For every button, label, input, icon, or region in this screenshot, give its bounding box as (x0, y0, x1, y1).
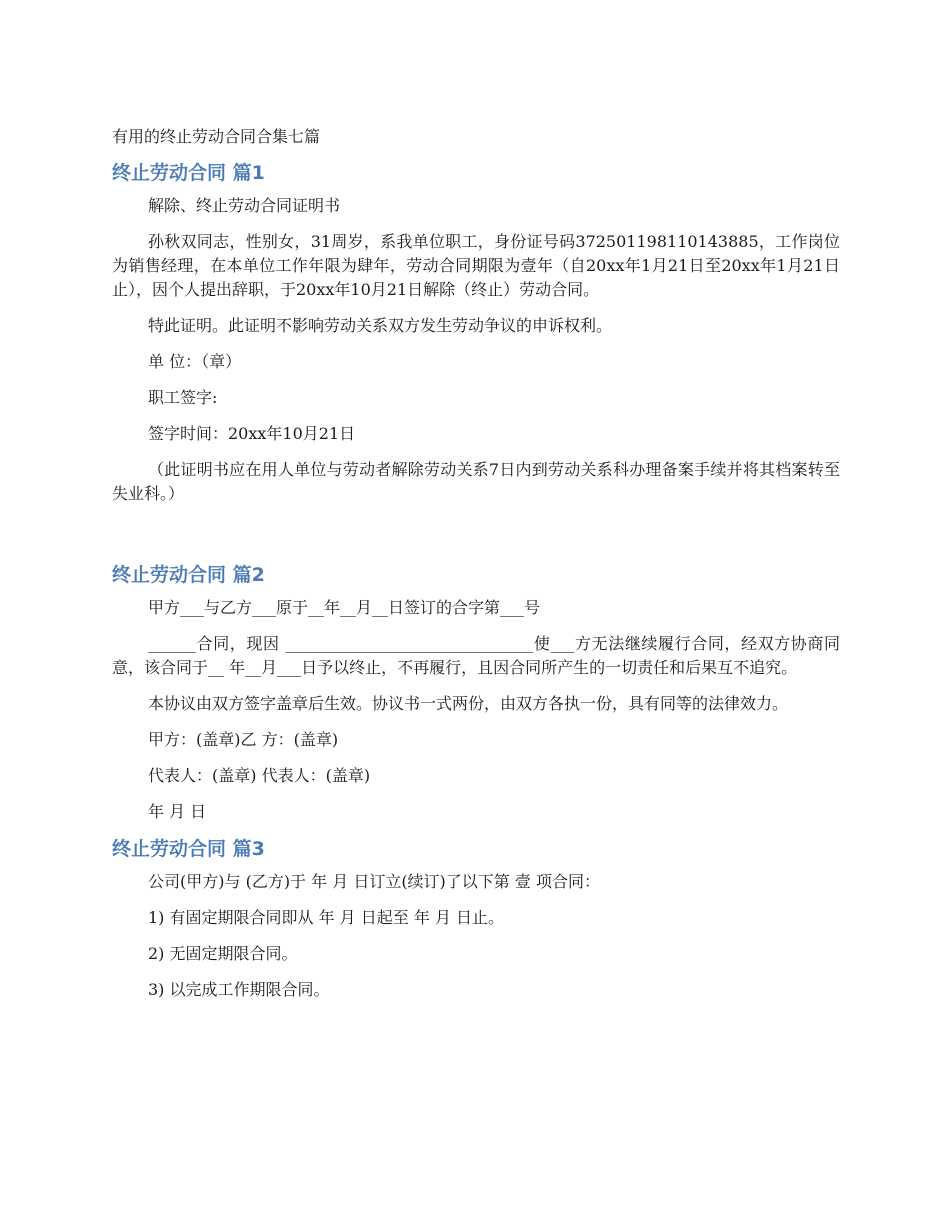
section-spacer (112, 518, 840, 562)
paragraph: 2) 无固定期限合同。 (148, 944, 298, 963)
section-1 (112, 160, 840, 506)
paragraph: 公司(甲方)与 (乙方)于 年 月 日订立(续订)了以下第 壹 项合同： (148, 872, 600, 891)
document-title: 有用的终止劳动合同合集七篇 (112, 127, 321, 146)
document-page (112, 124, 840, 1014)
paragraph: 解除、终止劳动合同证明书 (148, 196, 341, 215)
paragraph: 1) 有固定期限合同即从 年 月 日起至 年 月 日止。 (148, 908, 505, 927)
paragraph: 年 月 日 (148, 802, 207, 821)
paragraph: 特此证明。此证明不影响劳动关系双方发生劳动争议的申诉权利。 (148, 316, 613, 335)
paragraph: 签字时间：20xx年10月21日 (148, 424, 356, 443)
paragraph: 3) 以完成工作期限合同。 (148, 980, 330, 999)
paragraph: 代表人：(盖章) 代表人：(盖章) (148, 766, 371, 785)
paragraph: （此证明书应在用人单位与劳动者解除劳动关系7日内到劳动关系科办理备案手续并将其档案转至失业科。） (112, 460, 840, 503)
paragraph: 职工签字: (148, 388, 218, 407)
paragraph: 孙秋双同志，性别女，31周岁，系我单位职工，身份证号码372501198110143885，工作岗位为销售经理，在本单位工作年限为肆年，劳动合同期限为壹年（自20xx年1月21日至20xx年1月21日止），因个人提出辞职，于20xx年10月21日解除（终止）劳动合同。 (112, 232, 840, 299)
section-heading: 终止劳动合同 篇1 (112, 162, 265, 184)
section-heading: 终止劳动合同 篇2 (112, 564, 265, 586)
paragraph: 本协议由双方签字盖章后生效。协议书一式两份，由双方各执一份，具有同等的法律效力。 (148, 694, 789, 713)
paragraph: 甲方：(盖章)乙 方：(盖章) (148, 730, 339, 749)
paragraph: ______合同，现因 _______________________________使___方无法继续履行合同，经双方协商同意，该合同于__ 年__月___日予以终止，不再履行，且因合同所产生的一切责任和后果互不追究。 (112, 634, 840, 677)
section-2 (112, 562, 840, 824)
section-heading: 终止劳动合同 篇3 (112, 838, 265, 860)
section-3 (112, 836, 840, 1002)
paragraph: 甲方___与乙方___原于__年__月__日签订的合字第___号 (148, 598, 541, 617)
paragraph: 单 位：（章） (148, 352, 242, 371)
